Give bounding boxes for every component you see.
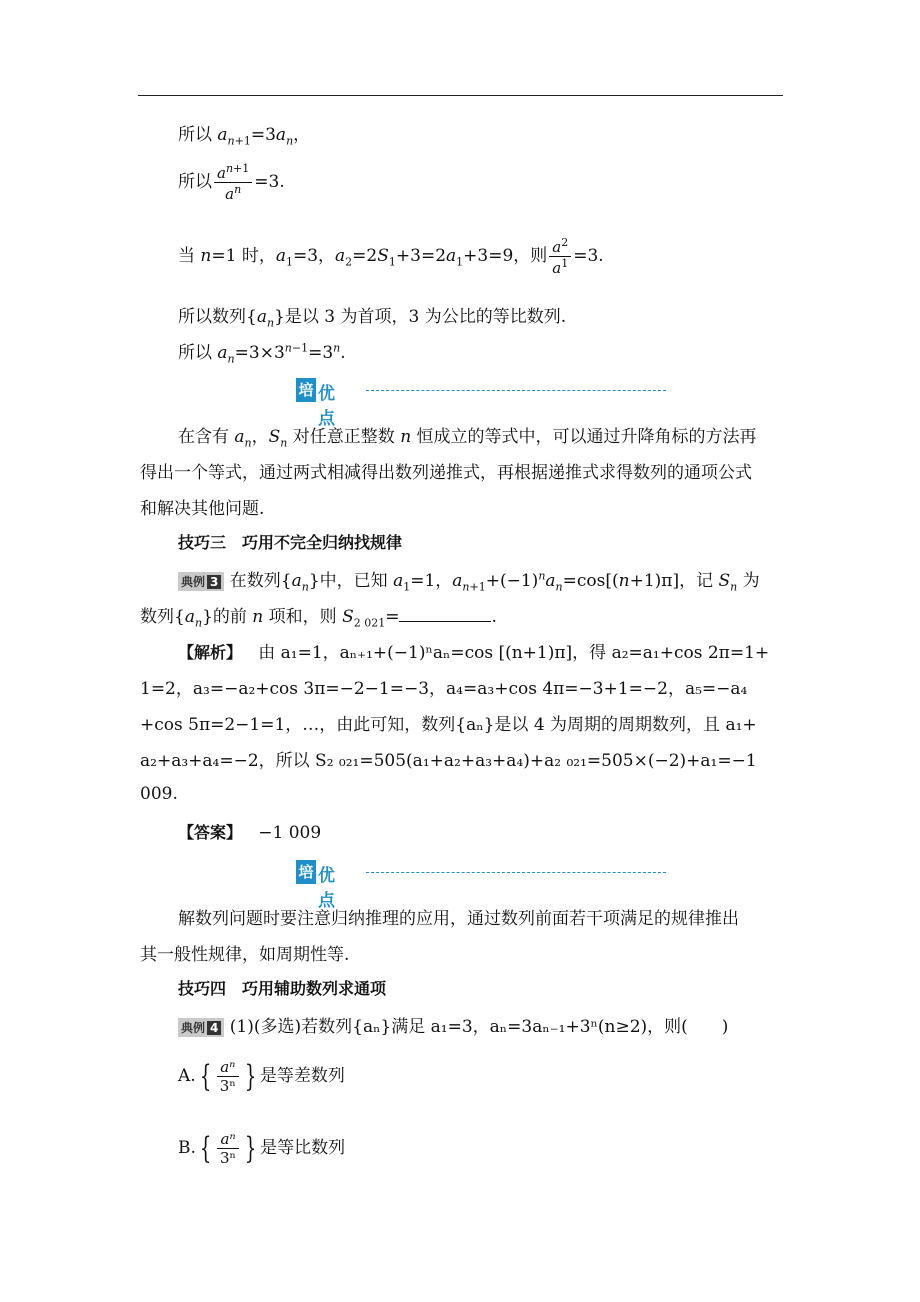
answer-blank	[399, 607, 491, 622]
header-rule	[138, 95, 783, 96]
line-general-term: 所以 $a_n=3\times 3^{n-1}=3^n$.	[178, 341, 346, 366]
solution3-line1: 【解析】 由 a₁=1，aₙ₊₁+(−1)ⁿaₙ=cos [(n+1)π]，得 a₂=a₁+cos 2π=1+	[178, 643, 770, 663]
peiyoudian-icon: 培	[296, 378, 316, 402]
example4-line1: 典例 4 (1)(多选)若数列{aₙ}满足 a₁=3，aₙ=3aₙ₋₁+3ⁿ(n≥2)，则( )	[178, 1012, 728, 1037]
section-heading-3: 技巧三 巧用不完全归纳找规律	[178, 533, 403, 552]
para1-line3: 和解决其他问题.	[140, 499, 265, 519]
line-n-equals-1: 当 n=1 时，$a_1=3$，$a_2=2S_1+3=2a_1+3=9$，则 $\frac{a^2}{a^1}$ =3.	[178, 236, 604, 277]
solution3-line5: 009.	[140, 784, 178, 804]
peiyoudian-icon: 培	[296, 860, 316, 884]
dashed-divider	[366, 872, 666, 873]
line-ratio: 所以 $\frac{a^{n+1}}{a^n}$ =3.	[178, 162, 285, 203]
solution3-line2: 1=2，a₃=−a₂+cos 3π=−2−1=−3，a₄=a₃+cos 4π=−3+1=−2，a₅=−a₄	[140, 679, 748, 699]
line-geometric: 所以数列$\{a_n\}$是以 3 为首项，3 为公比的等比数列.	[178, 307, 567, 330]
answer3: 【答案】 −1 009	[178, 823, 322, 843]
option-a[interactable]: A. { $\frac{\text{aⁿ}}{\text{3ⁿ}}$ } 是等差数列	[178, 1058, 345, 1095]
para2-line1: 解数列问题时要注意归纳推理的应用，通过数列前面若干项满足的规律推出	[178, 909, 739, 929]
para2-line2: 其一般性规律，如周期性等.	[140, 945, 350, 965]
dashed-divider	[366, 390, 666, 391]
para1-line2: 得出一个等式，通过两式相减得出数列递推式，再根据递推式求得数列的通项公式	[140, 463, 752, 483]
option-b[interactable]: B. { $\frac{\text{aⁿ}}{\text{3ⁿ}}$ } 是等比数列	[178, 1130, 346, 1167]
example-tag: 典例 3	[178, 572, 224, 591]
section-heading-4: 技巧四 巧用辅助数列求通项	[178, 979, 387, 998]
example3-line2: 数列$\{a_n\}$的前 n 项和，则 $S_{2 021}=$ .	[140, 607, 497, 630]
solution3-line3: +cos 5π=2−1=1，…，由此可知，数列{aₙ}是以 4 为周期的周期数列，且 a₁+	[140, 715, 757, 735]
example-tag: 典例 4	[178, 1018, 224, 1037]
solution3-line4: a₂+a₃+a₄=−2，所以 S₂ ₀₂₁=505(a₁+a₂+a₃+a₄)+a₂ ₀₂₁=505×(−2)+a₁=−1	[140, 751, 757, 771]
para1-line1: 在含有 $a_n$，$S_n$ 对任意正整数 n 恒成立的等式中，可以通过升降角标的方法再	[178, 427, 757, 450]
line-recurrence: 所以 $a_{n+1}=3a_n$，	[178, 125, 311, 148]
example3-line1: 典例 3 在数列$\{a_n\}$中，已知 $a_1=1$，$a_{n+1}+(-1)^na_n=\cos[(n+1)\pi]$，记 $S_n$ 为	[178, 566, 760, 593]
